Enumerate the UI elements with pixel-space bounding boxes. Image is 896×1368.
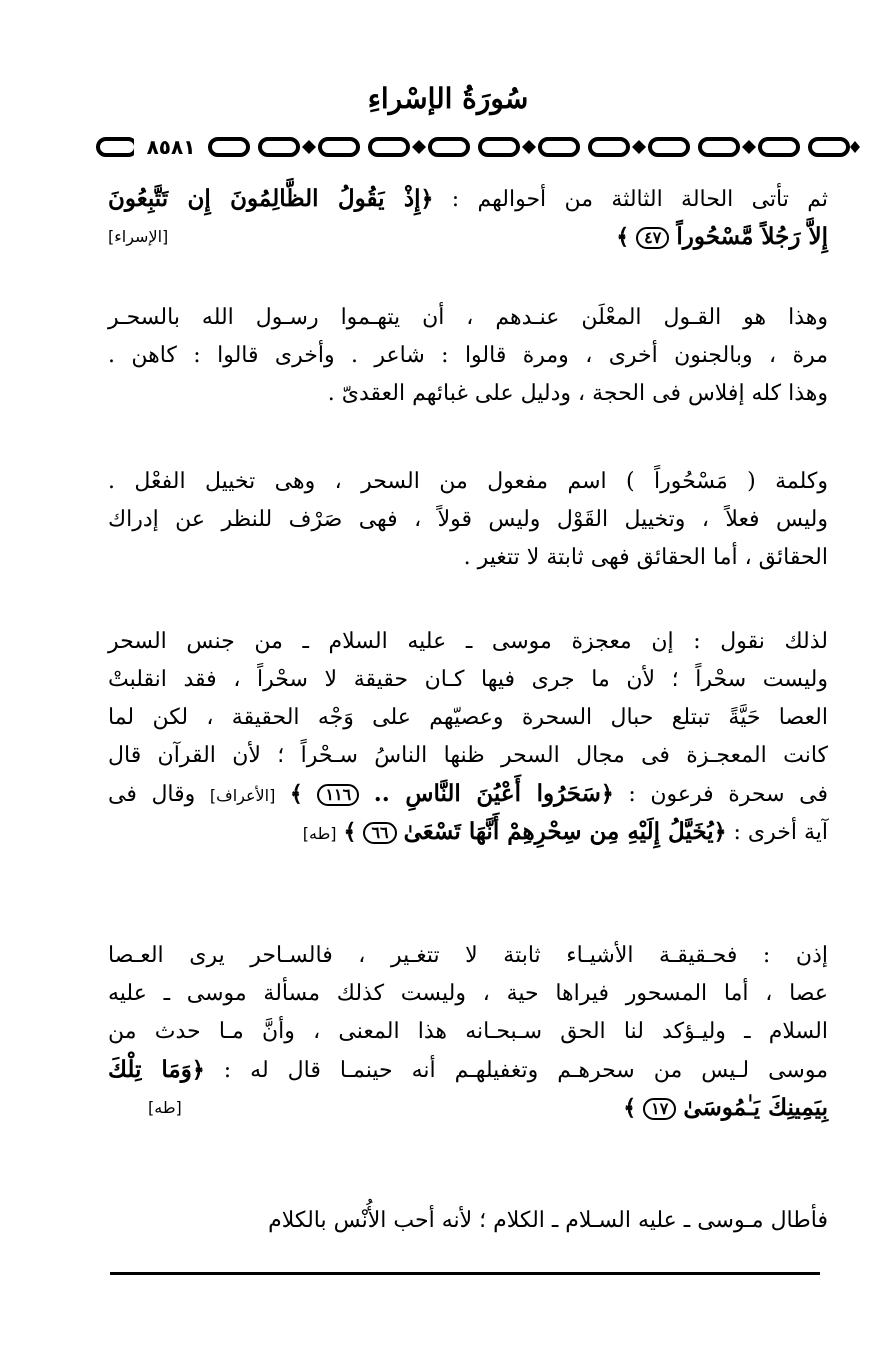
quran-verse: وَمَا تِلْكَ [108, 1056, 192, 1083]
text-line: العصا حَيَّةً تبتلع حبال السحرة وعصيّهم على وَجْه الحقيقة ، لكن لما [108, 705, 828, 730]
quran-verse: سَحَرُوا أَعْيُنَ النَّاسِ .. [373, 780, 601, 807]
text-line [108, 1089, 828, 1127]
ayah-open-bracket: ﴿ [420, 187, 434, 212]
ayah-number: ٦٦ [363, 822, 396, 844]
text-line: لذلك نقول : إن معجزة موسى ـ عليه السلام ـ من جنس السحر [108, 629, 828, 654]
text-line: وكلمة ( مَسْحُوراً ) اسم مفعول من السحر ، وهى تخييل الفعْل . [108, 469, 828, 494]
text-line: وليس فعلاً ، وتخييل القَوْل وليس قولاً ، فهى صَرْف للنظر عن إدراك [108, 507, 828, 532]
paragraph-4 [108, 623, 828, 851]
text-line: الحقائق ، أما الحقائق فهى ثابتة لا تتغير . [463, 545, 828, 570]
paragraph-6 [108, 1202, 828, 1240]
paragraph-5 [108, 937, 828, 1127]
footer-rule [110, 1272, 820, 1275]
ayah-number: ١١٦ [317, 784, 359, 806]
text-line: فأطال مـوسى ـ عليه السـلام ـ الكلام ؛ لأنه أحب الأُنْس بالكلام [268, 1208, 828, 1233]
ayah-close-bracket: ﴾ [343, 820, 357, 845]
surah-reference: [طه] [302, 824, 337, 843]
ayah-number: ١٧ [643, 1098, 676, 1120]
text-line: آية أخرى : ﴿يُخَيَّلُ إِلَيْهِ مِن سِحْرِهِمْ أَنَّهَا تَسْعَىٰ ٦٦ ﴾ [طه] [302, 818, 828, 845]
surah-reference: [الإسراء] [108, 227, 169, 246]
header-ornament-band [94, 133, 860, 161]
text-line: كانت المعجـزة فى مجال السحر ظنها الناسُ سـحْراً ؛ لأن القرآن قال [108, 743, 828, 768]
text-line: مرة ، وبالجنون أخرى ، ومرة قالوا : شاعر . وأخرى قالوا : كاهن . [108, 343, 828, 368]
text-line: عصا ، أما المسحور فيراها حية ، وليست كذلك مسألة موسى ـ عليه [108, 981, 828, 1006]
quran-verse: يُخَيَّلُ إِلَيْهِ مِن سِحْرِهِمْ أَنَّهَا تَسْعَىٰ [403, 818, 714, 845]
quran-verse: بِيَمِينِكَ يَـٰمُوسَىٰ [683, 1094, 828, 1121]
quran-verse: إِذْ يَقُولُ الظَّالِمُونَ إِن تَتَّبِعُونَ [108, 185, 421, 212]
ayah-open-bracket: ﴿ [713, 820, 727, 845]
ayah-close-bracket: ﴾ [616, 225, 630, 250]
paragraph-2 [108, 299, 828, 413]
text-line: السلام ـ وليـؤكد لنا الحق سـبحـانه هذا المعنى ، وأنَّ مـا حدث من [108, 1019, 828, 1044]
text-line: إذن : فحـقيقـة الأشيـاء ثابتة لا تتغـير ، فالسـاحر يرى العـصا [108, 943, 828, 968]
ayah-open-bracket: ﴿ [600, 782, 614, 807]
paragraph-1 [108, 180, 828, 256]
chain-ornament [94, 133, 860, 161]
page-number: ٨٥٨١ [134, 133, 208, 161]
surah-reference: [طه] [148, 1098, 182, 1117]
paragraph-3 [108, 463, 828, 577]
text-line: موسى لـيس من سحرهـم وتغفيلهـم أنه حينمـا قال له : ﴿وَمَا تِلْكَ [108, 1056, 828, 1083]
ayah-number: ٤٧ [636, 227, 669, 249]
surah-title: سُورَةُ الإسْراءِ [367, 82, 529, 115]
text-line: وهذا هو القـول المعْلَن عنـدهم ، أن يتهـموا رسـول الله بالسحـر [108, 305, 828, 330]
text-line: ثم تأتى الحالة الثالثة من أحوالهم : ﴿إِذْ يَقُولُ الظَّالِمُونَ إِن تَتَّبِعُونَ [108, 185, 828, 212]
ayah-open-bracket: ﴿ [191, 1058, 205, 1083]
text-line: وليست سحْراً ؛ لأن ما جرى فيها كـان حقيقة لا سحْراً ، فقد انقلبتْ [108, 667, 828, 692]
ayah-close-bracket: ﴾ [289, 782, 303, 807]
text-line: فى سحرة فرعون : ﴿سَحَرُوا أَعْيُنَ النَّاسِ .. ١١٦ ﴾ [الأعراف] وقال فى [108, 780, 828, 807]
text-line [108, 218, 828, 256]
surah-reference: [الأعراف] [209, 786, 276, 805]
quran-verse: إِلاَّ رَجُلاً مَّسْحُوراً [676, 223, 828, 250]
ayah-close-bracket: ﴾ [623, 1096, 637, 1121]
text-line: وهذا كله إفلاس فى الحجة ، ودليل على غبائهم العقدىّ . [327, 381, 828, 406]
